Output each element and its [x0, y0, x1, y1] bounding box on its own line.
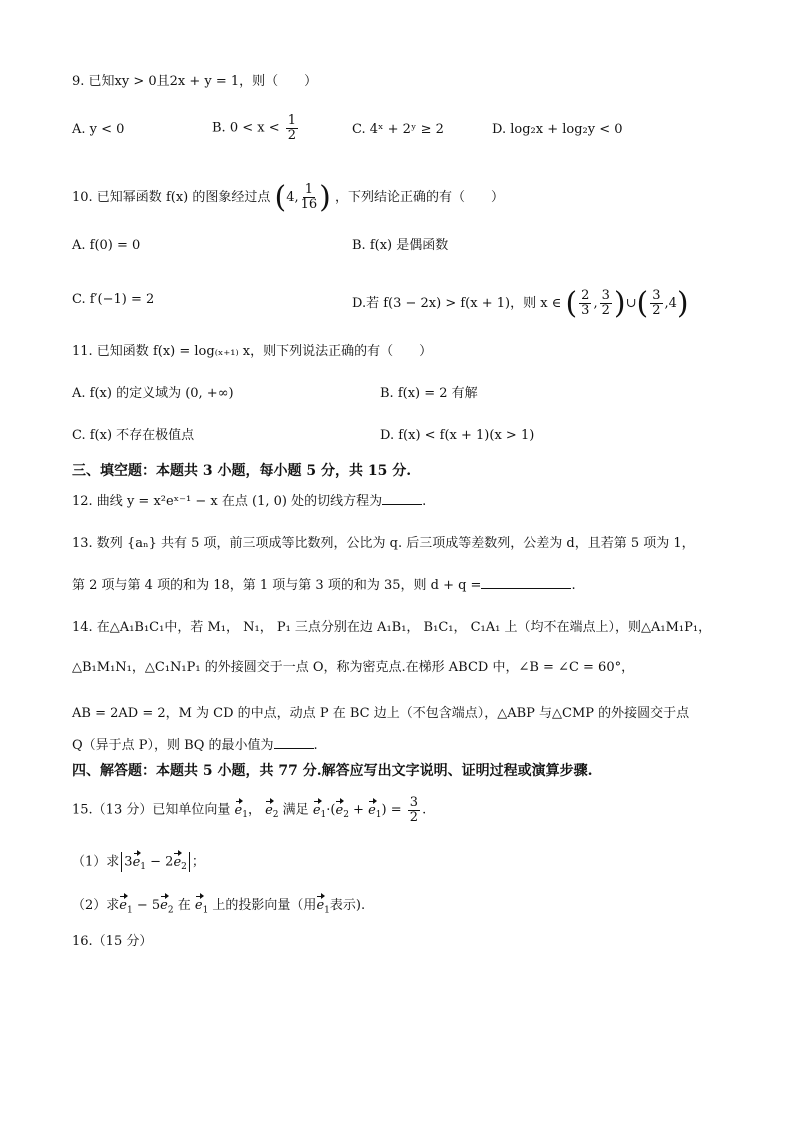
q11-stem: 11. 已知函数 f(x) = log₍ₓ₊₁₎ x，则下列说法正确的有（ ） — [72, 344, 433, 359]
q11-option-d: D. f(x) < f(x + 1)(x > 1) — [380, 428, 535, 443]
q10-stem: 10. 已知幂函数 f(x) 的图象经过点 (4, $\frac{1}{16}$ ) ，下列结论正确的有（ ） — [72, 180, 505, 215]
q11-option-a: A. f(x) 的定义域为 (0, +∞) — [72, 386, 234, 401]
q14-line4: Q（异于点 P），则 BQ 的最小值为 . — [72, 738, 318, 753]
q9-option-d: D. log₂x + log₂y < 0 — [492, 122, 623, 137]
q9-stem: 9. 已知xy > 0且2x + y = 1，则（ ） — [72, 74, 318, 89]
q14-line3: AB = 2AD = 2，M 为 CD 的中点，动点 P 在 BC 边上（不包含端点），△ABP 与△CMP 的外接圆交于点 — [72, 706, 690, 721]
q10-option-d: D.若 f(3 − 2x) > f(x + 1)，则 x ∈ ( $\frac{2}{3}$ , $\frac{3}{2}$ )∪( $\frac{3}{2}$ ,4) — [352, 286, 689, 321]
q9-option-b — [212, 114, 300, 142]
q11-option-c: C. f(x) 不存在极值点 — [72, 428, 195, 443]
q15-part1: （1）求 $3e_1 - 2e_2$ ； — [72, 852, 205, 874]
q15-part2: （2）求$e_1 - 5e_2$ 在 $e_1$ 上的投影向量（用$e_1$表示). — [72, 898, 366, 916]
q16-stem: 16.（15 分） — [72, 934, 153, 949]
q12: 12. 曲线 y = x²eˣ⁻¹ − x 在点 (1, 0) 处的切线方程为 . — [72, 494, 427, 509]
fraction: $\frac{1}{16}$ — [300, 182, 318, 212]
q10-d-text: D.若 f(3 − 2x) > f(x + 1)，则 x ∈ — [352, 296, 562, 311]
q10-stem-post: ，下列结论正确的有（ ） — [335, 190, 505, 205]
q11-option-b: B. f(x) = 2 有解 — [380, 386, 478, 401]
section-3-header: 三、填空题：本题共 3 小题，每小题 5 分，共 15 分. — [72, 463, 412, 479]
q9-b-text: B. 0 < x < — [212, 120, 280, 136]
fraction: $\frac{3}{2}$ — [409, 795, 419, 825]
q14-line1: 14. 在△A₁B₁C₁中，若 M₁， N₁， P₁ 三点分别在边 A₁B₁， B₁C₁， C₁A₁ 上（均不在端点上），则△A₁M₁P₁， — [72, 620, 712, 635]
q10-stem-pre: 10. 已知幂函数 f(x) 的图象经过点 — [72, 190, 271, 205]
q10-option-b: B. f(x) 是偶函数 — [352, 238, 449, 253]
fraction: $\frac{1}{2}$ — [287, 113, 297, 143]
q10-option-c: C. f′(−1) = 2 — [72, 292, 155, 307]
q9-option-a: A. y < 0 — [72, 122, 125, 137]
q15-stem: 15.（13 分）已知单位向量 $e_1$， $e_2$ 满足 $e_1\cdot(e_2 + e_1)$ = $\frac{3}{2}$ . — [72, 795, 427, 825]
q13-line2: 第 2 项与第 4 项的和为 18，第 1 项与第 3 项的和为 35，则 d + q = . — [72, 578, 576, 593]
section-4-header: 四、解答题：本题共 5 小题，共 77 分.解答应写出文字说明、证明过程或演算步骤. — [72, 763, 593, 779]
q10-option-a: A. f(0) = 0 — [72, 238, 141, 253]
q9-option-c: C. 4ˣ + 2ʸ ≥ 2 — [352, 122, 444, 137]
q13-line1: 13. 数列 {aₙ} 共有 5 项，前三项成等比数列，公比为 q. 后三项成等差数列，公差为 d，且若第 5 项为 1， — [72, 536, 695, 551]
q14-line2: △B₁M₁N₁，△C₁N₁P₁ 的外接圆交于一点 O，称为密克点.在梯形 ABCD 中，∠B = ∠C = 60°， — [72, 660, 635, 675]
